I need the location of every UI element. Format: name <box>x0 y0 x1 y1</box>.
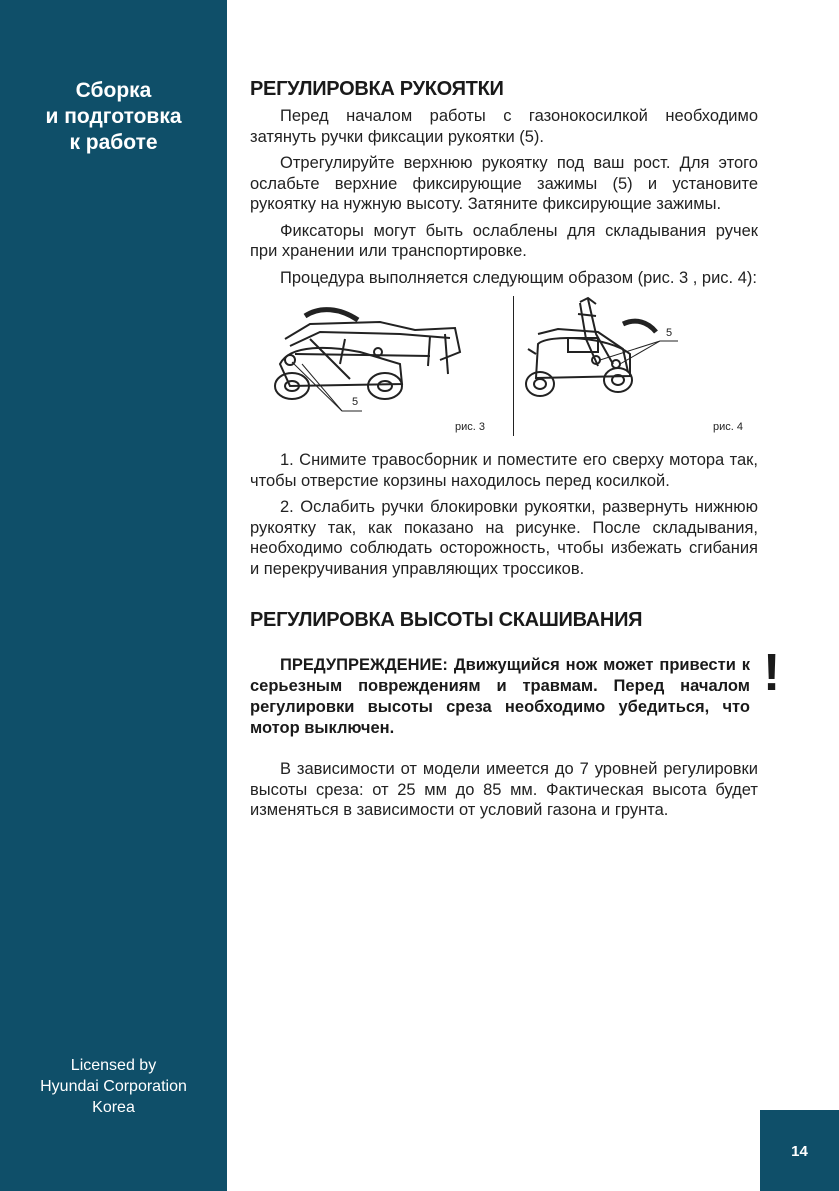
folded-mower-drawing-icon <box>250 294 510 442</box>
sidebar <box>0 0 227 1191</box>
warning-text: ПРЕДУПРЕЖДЕНИЕ: Движущийся нож может привести к серьезным повреждениям и травмам. Перед началом регулировки высоты среза необходимо убедиться, что мотор выключен. <box>250 656 750 737</box>
figure-3 <box>250 294 510 442</box>
main-content <box>250 76 781 827</box>
figure-divider <box>513 296 514 436</box>
mower-handle-drawing-icon <box>518 294 758 442</box>
paragraph: Фиксаторы могут быть ослаблены для складывания ручек при хранении или транспортировке. <box>250 221 758 260</box>
paragraph: В зависимости от модели имеется до 7 уровней регулировки высоты среза: от 25 мм до 85 мм. Фактическая высота будет изменяться в зависимости от условий газона и грунта. <box>250 760 758 819</box>
license-note <box>0 1055 227 1118</box>
section-title-line: и подготовка <box>45 105 182 128</box>
exclamation-icon: ! <box>763 644 781 702</box>
section-title-line: Сборка <box>75 79 152 102</box>
paragraph: Перед началом работы с газонокосилкой необходимо затянуть ручки фиксации рукоятки (5). <box>250 107 758 146</box>
figures-row <box>250 294 758 442</box>
figure-4-callout: 5 <box>666 327 673 339</box>
paragraph: Процедура выполняется следующим образом (рис. 3 , рис. 4): <box>280 268 757 287</box>
figure-4 <box>518 294 758 442</box>
license-line: Licensed by <box>70 1057 157 1074</box>
license-line: Hyundai Corporation <box>40 1078 187 1095</box>
warning-block <box>250 644 781 739</box>
license-line: Korea <box>92 1099 135 1116</box>
heading-cutting-height: РЕГУЛИРОВКА ВЫСОТЫ СКАШИВАНИЯ <box>250 609 643 631</box>
figure-3-callout: 5 <box>352 396 359 408</box>
figure-4-caption: рис. 4 <box>713 421 743 433</box>
page-number: 14 <box>791 1143 808 1160</box>
page-number-box <box>760 1110 839 1191</box>
figure-3-caption: рис. 3 <box>455 421 485 433</box>
paragraph: Отрегулируйте верхнюю рукоятку под ваш рост. Для этого ослабьте верхние фиксирующие зажимы (5) и установите рукоятку на нужную высоту. Затяните фиксирующие зажимы. <box>250 154 758 213</box>
section-title-line: к работе <box>69 131 158 154</box>
step-1: 1. Снимите травосборник и поместите его сверху мотора так, чтобы отверстие корзины находилось перед косилкой. <box>250 451 758 490</box>
section-title <box>0 78 227 156</box>
step-2: 2. Ослабить ручки блокировки рукоятки, развернуть нижнюю рукоятку так, как показано на рисунке. После складывания, необходимо соблюдать осторожность, чтобы избежать сгибания и перекручивания управляющих троссиков. <box>250 498 758 578</box>
heading-handle-adjustment: РЕГУЛИРОВКА РУКОЯТКИ <box>250 78 504 100</box>
